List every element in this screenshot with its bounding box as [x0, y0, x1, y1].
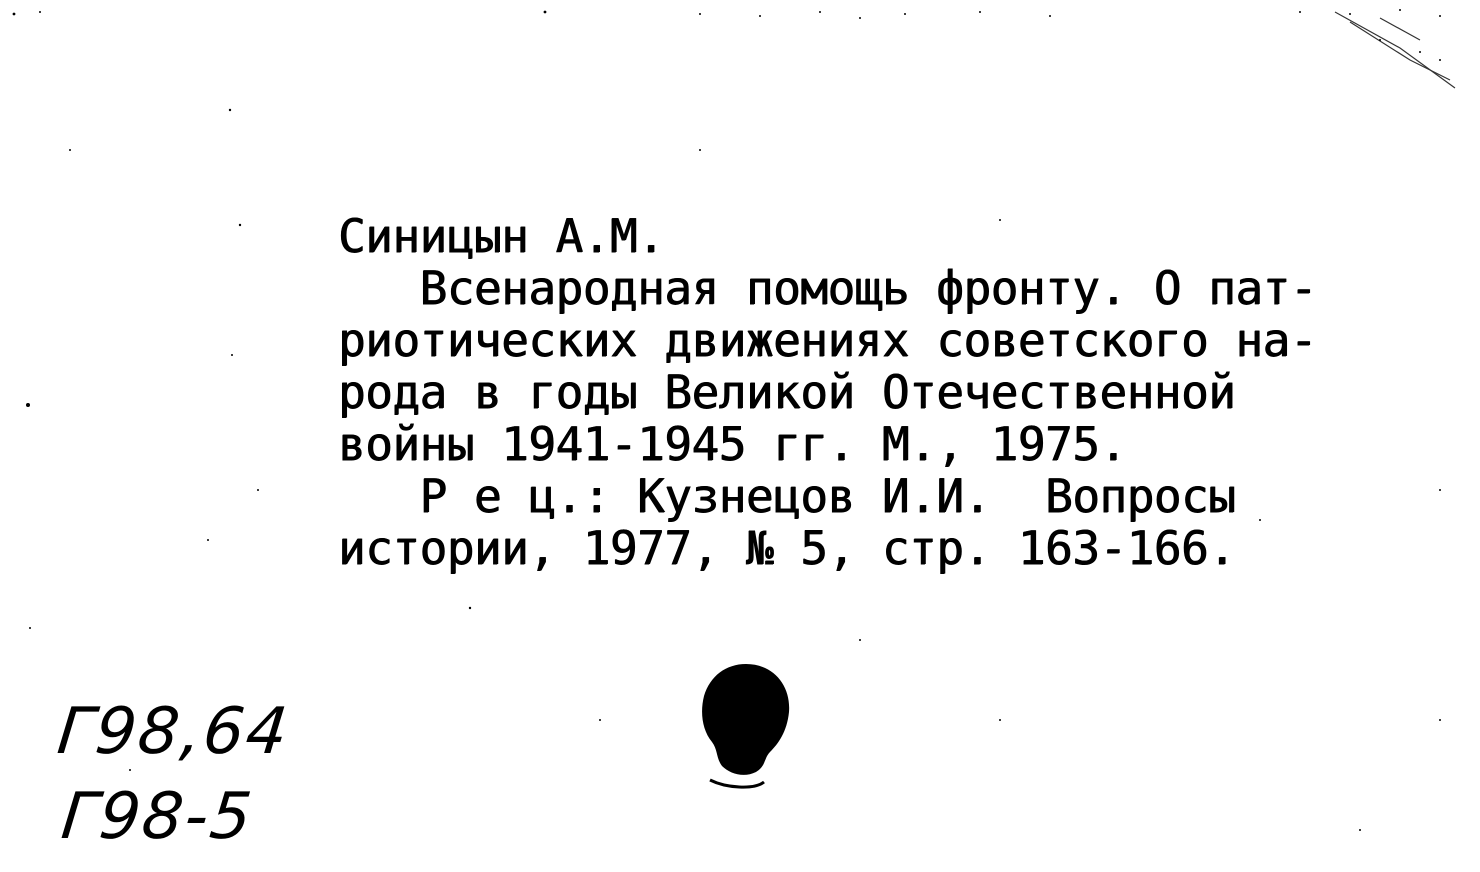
bibliographic-entry	[338, 210, 1317, 574]
review-line-1: Р е ц.: Кузнецов И.И. Вопросы	[338, 469, 1236, 523]
review-line-2: истории, 1977, № 5, стр. 163-166.	[338, 521, 1236, 575]
author-line: Синицын А.М.	[338, 209, 665, 263]
handwritten-shelf-mark-1: Г98,64	[54, 695, 293, 769]
title-line-1: Всенародная помощь фронту. О пат-	[338, 261, 1317, 315]
punch-hole-icon	[696, 662, 796, 792]
title-line-2: риотических движениях советского на-	[338, 313, 1317, 367]
title-line-4: войны 1941-1945 гг. М., 1975.	[338, 417, 1127, 471]
handwritten-shelf-mark-2: Г98-5	[58, 780, 257, 854]
title-line-3: рода в годы Великой Отечественной	[338, 365, 1236, 419]
